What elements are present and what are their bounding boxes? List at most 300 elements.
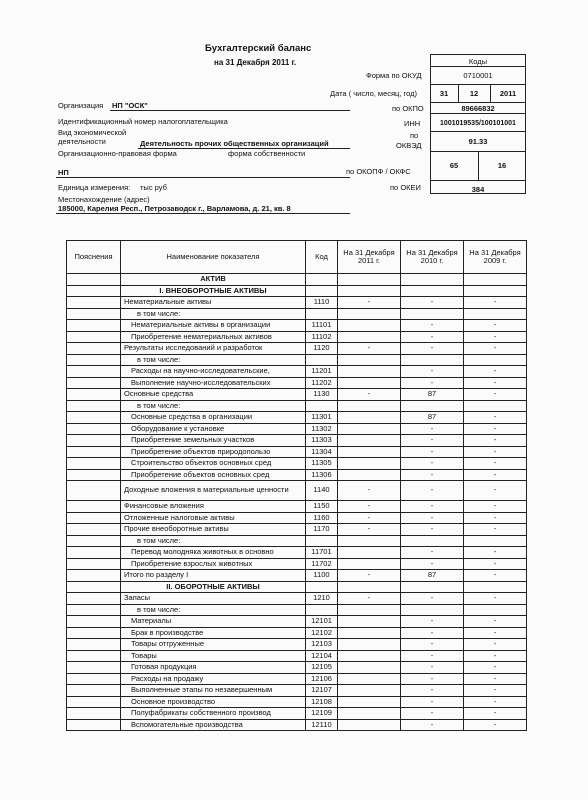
notes-cell — [67, 639, 121, 651]
document-title: Бухгалтерский баланс — [205, 43, 312, 54]
indicator-code: 1210 — [306, 593, 338, 605]
notes-cell — [67, 400, 121, 412]
value-2011: - — [338, 593, 401, 605]
value-2011 — [338, 719, 401, 731]
table-row — [67, 469, 527, 481]
indicator-code: 11302 — [306, 423, 338, 435]
notes-cell — [67, 547, 121, 559]
value-2010: - — [401, 650, 464, 662]
table-row — [67, 400, 527, 412]
value-2011 — [338, 354, 401, 366]
indicator-code — [306, 400, 338, 412]
value-2010: - — [401, 458, 464, 470]
address-label: Местонахождение (адрес) — [58, 195, 150, 204]
value-2009: - — [464, 320, 527, 332]
indicator-code — [306, 535, 338, 547]
inn-row-label: Идентификационный номер налогоплательщика — [58, 117, 228, 126]
value-2009 — [464, 581, 527, 593]
value-2009: - — [464, 435, 527, 447]
value-2009: - — [464, 343, 527, 355]
indicator-name: Товары — [121, 650, 306, 662]
inn-value: 1001019535/100101001 — [440, 120, 516, 127]
value-2010: - — [401, 446, 464, 458]
table-row — [67, 685, 527, 697]
value-2011: - — [338, 512, 401, 524]
col-code-header: Код — [306, 241, 338, 274]
okei-value: 384 — [471, 185, 485, 194]
notes-cell — [67, 535, 121, 547]
table-row — [67, 458, 527, 470]
value-2010: - — [401, 501, 464, 513]
value-2010: - — [401, 320, 464, 332]
indicator-name: в том числе: — [121, 354, 306, 366]
indicator-code: 1160 — [306, 512, 338, 524]
org-name: НП "ОСК" — [112, 101, 148, 110]
col-2010-header: На 31 Декабря 2010 г. — [401, 241, 464, 274]
indicator-code: 11701 — [306, 547, 338, 559]
table-row — [67, 435, 527, 447]
indicator-code: 12105 — [306, 662, 338, 674]
value-2010: - — [401, 673, 464, 685]
table-row — [67, 412, 527, 424]
value-2011: - — [338, 389, 401, 401]
notes-cell — [67, 274, 121, 286]
value-2011 — [338, 639, 401, 651]
value-2010 — [401, 308, 464, 320]
unit-value: тыс руб — [140, 183, 167, 192]
indicator-code — [306, 285, 338, 297]
indicator-name: Финансовые вложения — [121, 501, 306, 513]
okpo-value: 89666832 — [461, 104, 495, 113]
notes-cell — [67, 412, 121, 424]
value-2011: - — [338, 297, 401, 309]
notes-cell — [67, 662, 121, 674]
value-2011 — [338, 558, 401, 570]
value-2009 — [464, 604, 527, 616]
notes-cell — [67, 673, 121, 685]
codes-divider — [430, 66, 526, 67]
value-2009 — [464, 274, 527, 286]
value-2011: - — [338, 570, 401, 582]
indicator-code: 12109 — [306, 708, 338, 720]
value-2010: - — [401, 524, 464, 536]
table-row — [67, 639, 527, 651]
activity-value: Деятельность прочих общественных организаций — [140, 139, 329, 148]
document-date: на 31 Декабря 2011 г. — [214, 58, 297, 67]
org-underline — [110, 110, 350, 111]
indicator-code: 1140 — [306, 481, 338, 501]
indicator-name: Нематериальные активы — [121, 297, 306, 309]
notes-cell — [67, 616, 121, 628]
indicator-code: 11305 — [306, 458, 338, 470]
indicator-code: 11102 — [306, 331, 338, 343]
table-row — [67, 377, 527, 389]
indicator-code: 11702 — [306, 558, 338, 570]
value-2010 — [401, 535, 464, 547]
value-2011 — [338, 435, 401, 447]
indicator-name: Материалы — [121, 616, 306, 628]
table-row — [67, 320, 527, 332]
value-2010: - — [401, 639, 464, 651]
indicator-name: Расходы на продажу — [121, 673, 306, 685]
table-row — [67, 662, 527, 674]
legal-form-value: НП — [58, 168, 69, 177]
indicator-code: 1150 — [306, 501, 338, 513]
value-2009: - — [464, 366, 527, 378]
value-2011: - — [338, 343, 401, 355]
value-2010: 87 — [401, 570, 464, 582]
indicator-name: Готовая продукция — [121, 662, 306, 674]
indicator-code — [306, 604, 338, 616]
value-2009: - — [464, 696, 527, 708]
value-2009: - — [464, 616, 527, 628]
codes-divider — [430, 102, 526, 103]
notes-cell — [67, 581, 121, 593]
indicator-code: 1120 — [306, 343, 338, 355]
value-2009 — [464, 400, 527, 412]
notes-cell — [67, 308, 121, 320]
activity-label: Вид экономической — [58, 128, 127, 137]
notes-cell — [67, 354, 121, 366]
value-2010: - — [401, 593, 464, 605]
indicator-name: Вспомогательные производства — [121, 719, 306, 731]
value-2010 — [401, 285, 464, 297]
indicator-name: в том числе: — [121, 535, 306, 547]
value-2011 — [338, 673, 401, 685]
indicator-name: Брак в производстве — [121, 627, 306, 639]
value-2009: - — [464, 719, 527, 731]
value-2011 — [338, 535, 401, 547]
indicator-name: Строительство объектов основных сред — [121, 458, 306, 470]
table-row — [67, 708, 527, 720]
table-row — [67, 446, 527, 458]
indicator-name: Товары отгруженные — [121, 639, 306, 651]
value-2011: - — [338, 501, 401, 513]
value-2009: - — [464, 469, 527, 481]
notes-cell — [67, 285, 121, 297]
value-2011 — [338, 616, 401, 628]
indicator-name: Основные средства — [121, 389, 306, 401]
table-row — [67, 389, 527, 401]
value-2009: - — [464, 297, 527, 309]
value-2011 — [338, 696, 401, 708]
address-value: 185000, Карелия Респ., Петрозаводск г., Варламова, д. 21, кв. 8 — [58, 204, 291, 213]
notes-cell — [67, 570, 121, 582]
date-label: Дата ( число, месяц, год) — [330, 89, 417, 98]
value-2010: 87 — [401, 389, 464, 401]
legal-form-underline — [56, 177, 350, 178]
value-2011 — [338, 274, 401, 286]
table-row — [67, 650, 527, 662]
indicator-name: Доходные вложения в материальные ценности — [121, 481, 306, 501]
table-row — [67, 524, 527, 536]
table-row — [67, 627, 527, 639]
notes-cell — [67, 604, 121, 616]
okved-value: 91.33 — [468, 137, 488, 146]
value-2009: - — [464, 481, 527, 501]
value-2010: 87 — [401, 412, 464, 424]
table-row — [67, 423, 527, 435]
indicator-name: Отложенные налоговые активы — [121, 512, 306, 524]
table-row — [67, 501, 527, 513]
value-2011 — [338, 604, 401, 616]
value-2011 — [338, 366, 401, 378]
okved-label: ОКВЭД — [396, 141, 422, 150]
indicator-code: 11301 — [306, 412, 338, 424]
value-2010: - — [401, 423, 464, 435]
value-2010: - — [401, 331, 464, 343]
indicator-name: Полуфабрикаты собственного производ — [121, 708, 306, 720]
indicator-name: в том числе: — [121, 400, 306, 412]
okud-value: 0710001 — [463, 71, 493, 80]
indicator-code: 1130 — [306, 389, 338, 401]
indicator-code — [306, 308, 338, 320]
value-2011 — [338, 547, 401, 559]
value-2011 — [338, 662, 401, 674]
indicator-name: Прочие внеоборотные активы — [121, 524, 306, 536]
okopf-value: 65 — [449, 161, 459, 170]
indicator-name: Перевод молодняка животных в основно — [121, 547, 306, 559]
notes-cell — [67, 343, 121, 355]
notes-cell — [67, 446, 121, 458]
codes-label: Коды — [468, 57, 488, 66]
indicator-name: Нематериальные активы в организации — [121, 320, 306, 332]
table-row — [67, 616, 527, 628]
value-2009 — [464, 535, 527, 547]
value-2010: - — [401, 512, 464, 524]
notes-cell — [67, 458, 121, 470]
indicator-name: Выполнение научно-исследовательских — [121, 377, 306, 389]
indicator-name: Выполненные этапы по незавершенным — [121, 685, 306, 697]
indicator-code: 11202 — [306, 377, 338, 389]
value-2009 — [464, 285, 527, 297]
value-2010 — [401, 604, 464, 616]
value-2010 — [401, 581, 464, 593]
indicator-name: Приобретение нематериальных активов — [121, 331, 306, 343]
okopf-label: по ОКОПФ / ОКФС — [346, 167, 411, 176]
notes-cell — [67, 593, 121, 605]
value-2009: - — [464, 458, 527, 470]
value-2010: - — [401, 616, 464, 628]
table-row — [67, 570, 527, 582]
value-2011 — [338, 446, 401, 458]
codes-divider — [430, 180, 526, 181]
value-2009: - — [464, 547, 527, 559]
codes-divider — [430, 131, 526, 132]
table-row — [67, 604, 527, 616]
notes-cell — [67, 297, 121, 309]
balance-table — [66, 240, 527, 731]
value-2009: - — [464, 412, 527, 424]
value-2010: - — [401, 481, 464, 501]
table-row — [67, 673, 527, 685]
okved-label: по — [410, 131, 419, 140]
okud-label: Форма по ОКУД — [366, 71, 422, 80]
value-2011 — [338, 650, 401, 662]
okei-label: по ОКЕИ — [390, 183, 421, 192]
value-2011 — [338, 708, 401, 720]
indicator-name: Оборудование к установке — [121, 423, 306, 435]
value-2011 — [338, 458, 401, 470]
indicator-name: Запасы — [121, 593, 306, 605]
indicator-code: 12104 — [306, 650, 338, 662]
value-2009: - — [464, 685, 527, 697]
indicator-name: в том числе: — [121, 308, 306, 320]
value-2009 — [464, 308, 527, 320]
okfs-value: 16 — [497, 161, 507, 170]
value-2011 — [338, 331, 401, 343]
value-2010: - — [401, 343, 464, 355]
indicator-code: 12103 — [306, 639, 338, 651]
value-2009: - — [464, 501, 527, 513]
indicator-code — [306, 274, 338, 286]
notes-cell — [67, 650, 121, 662]
value-2011 — [338, 400, 401, 412]
inn-label: ИНН — [404, 119, 421, 128]
indicator-code: 1170 — [306, 524, 338, 536]
table-row — [67, 558, 527, 570]
table-row — [67, 354, 527, 366]
value-2010: - — [401, 719, 464, 731]
indicator-name: II. ОБОРОТНЫЕ АКТИВЫ — [121, 581, 306, 593]
report-day: 31 — [439, 89, 449, 98]
indicator-code: 12101 — [306, 616, 338, 628]
value-2010: - — [401, 627, 464, 639]
notes-cell — [67, 320, 121, 332]
codes-divider — [430, 84, 526, 85]
table-header-row — [67, 241, 527, 274]
value-2011 — [338, 469, 401, 481]
value-2009: - — [464, 650, 527, 662]
value-2009: - — [464, 662, 527, 674]
value-2011 — [338, 377, 401, 389]
indicator-code: 11101 — [306, 320, 338, 332]
indicator-code: 11303 — [306, 435, 338, 447]
value-2011 — [338, 627, 401, 639]
notes-cell — [67, 685, 121, 697]
table-row — [67, 297, 527, 309]
table-row — [67, 547, 527, 559]
value-2010: - — [401, 366, 464, 378]
unit-label: Единица измерения: — [58, 183, 131, 192]
notes-cell — [67, 366, 121, 378]
address-underline — [56, 213, 350, 214]
notes-cell — [67, 524, 121, 536]
indicator-code: 12110 — [306, 719, 338, 731]
value-2009: - — [464, 558, 527, 570]
indicator-code: 1100 — [306, 570, 338, 582]
value-2011 — [338, 320, 401, 332]
indicator-name: Расходы на научно-исследовательские, — [121, 366, 306, 378]
value-2011: - — [338, 481, 401, 501]
indicator-name: Приобретение взрослых животных — [121, 558, 306, 570]
notes-cell — [67, 512, 121, 524]
value-2010: - — [401, 685, 464, 697]
col-2011-header: На 31 Декабря 2011 г. — [338, 241, 401, 274]
indicator-name: Приобретение земельных участков — [121, 435, 306, 447]
value-2010: - — [401, 708, 464, 720]
value-2009: - — [464, 524, 527, 536]
value-2010: - — [401, 435, 464, 447]
indicator-name: Приобретение объектов основных сред — [121, 469, 306, 481]
ownership-label: форма собственности — [228, 149, 306, 158]
indicator-code: 12108 — [306, 696, 338, 708]
indicator-code: 1110 — [306, 297, 338, 309]
col-name-header: Наименование показателя — [121, 241, 306, 274]
indicator-code — [306, 354, 338, 366]
indicator-name: в том числе: — [121, 604, 306, 616]
indicator-code: 12106 — [306, 673, 338, 685]
value-2009: - — [464, 423, 527, 435]
value-2009: - — [464, 512, 527, 524]
activity-label: деятельности — [58, 137, 106, 146]
notes-cell — [67, 435, 121, 447]
value-2009: - — [464, 708, 527, 720]
table-row — [67, 274, 527, 286]
indicator-name: Приобретение объектов природопользо — [121, 446, 306, 458]
value-2010: - — [401, 662, 464, 674]
value-2009: - — [464, 593, 527, 605]
indicator-code: 11304 — [306, 446, 338, 458]
value-2009 — [464, 354, 527, 366]
value-2010: - — [401, 696, 464, 708]
value-2009: - — [464, 673, 527, 685]
value-2010: - — [401, 469, 464, 481]
table-row — [67, 285, 527, 297]
col-2009-header: На 31 Декабря 2009 г. — [464, 241, 527, 274]
table-row — [67, 481, 527, 501]
table-row — [67, 696, 527, 708]
report-year: 2011 — [499, 89, 517, 98]
value-2010: - — [401, 547, 464, 559]
value-2011 — [338, 412, 401, 424]
table-row — [67, 719, 527, 731]
value-2011 — [338, 581, 401, 593]
notes-cell — [67, 501, 121, 513]
value-2009: - — [464, 331, 527, 343]
value-2009: - — [464, 627, 527, 639]
notes-cell — [67, 423, 121, 435]
col-notes-header: Пояснения — [67, 241, 121, 274]
indicator-code: 11306 — [306, 469, 338, 481]
notes-cell — [67, 389, 121, 401]
indicator-code — [306, 581, 338, 593]
okpo-label: по ОКПО — [392, 104, 424, 113]
indicator-name: АКТИВ — [121, 274, 306, 286]
notes-cell — [67, 469, 121, 481]
notes-cell — [67, 627, 121, 639]
value-2011 — [338, 423, 401, 435]
notes-cell — [67, 696, 121, 708]
notes-cell — [67, 719, 121, 731]
value-2010: - — [401, 297, 464, 309]
indicator-code: 11201 — [306, 366, 338, 378]
indicator-name: Результаты исследований и разработок — [121, 343, 306, 355]
table-row — [67, 308, 527, 320]
notes-cell — [67, 331, 121, 343]
notes-cell — [67, 708, 121, 720]
value-2010 — [401, 274, 464, 286]
value-2009: - — [464, 446, 527, 458]
indicator-name: Итого по разделу I — [121, 570, 306, 582]
value-2010: - — [401, 558, 464, 570]
indicator-name: Основное производство — [121, 696, 306, 708]
table-row — [67, 366, 527, 378]
table-row — [67, 343, 527, 355]
codes-divider — [430, 113, 526, 114]
table-row — [67, 581, 527, 593]
notes-cell — [67, 558, 121, 570]
